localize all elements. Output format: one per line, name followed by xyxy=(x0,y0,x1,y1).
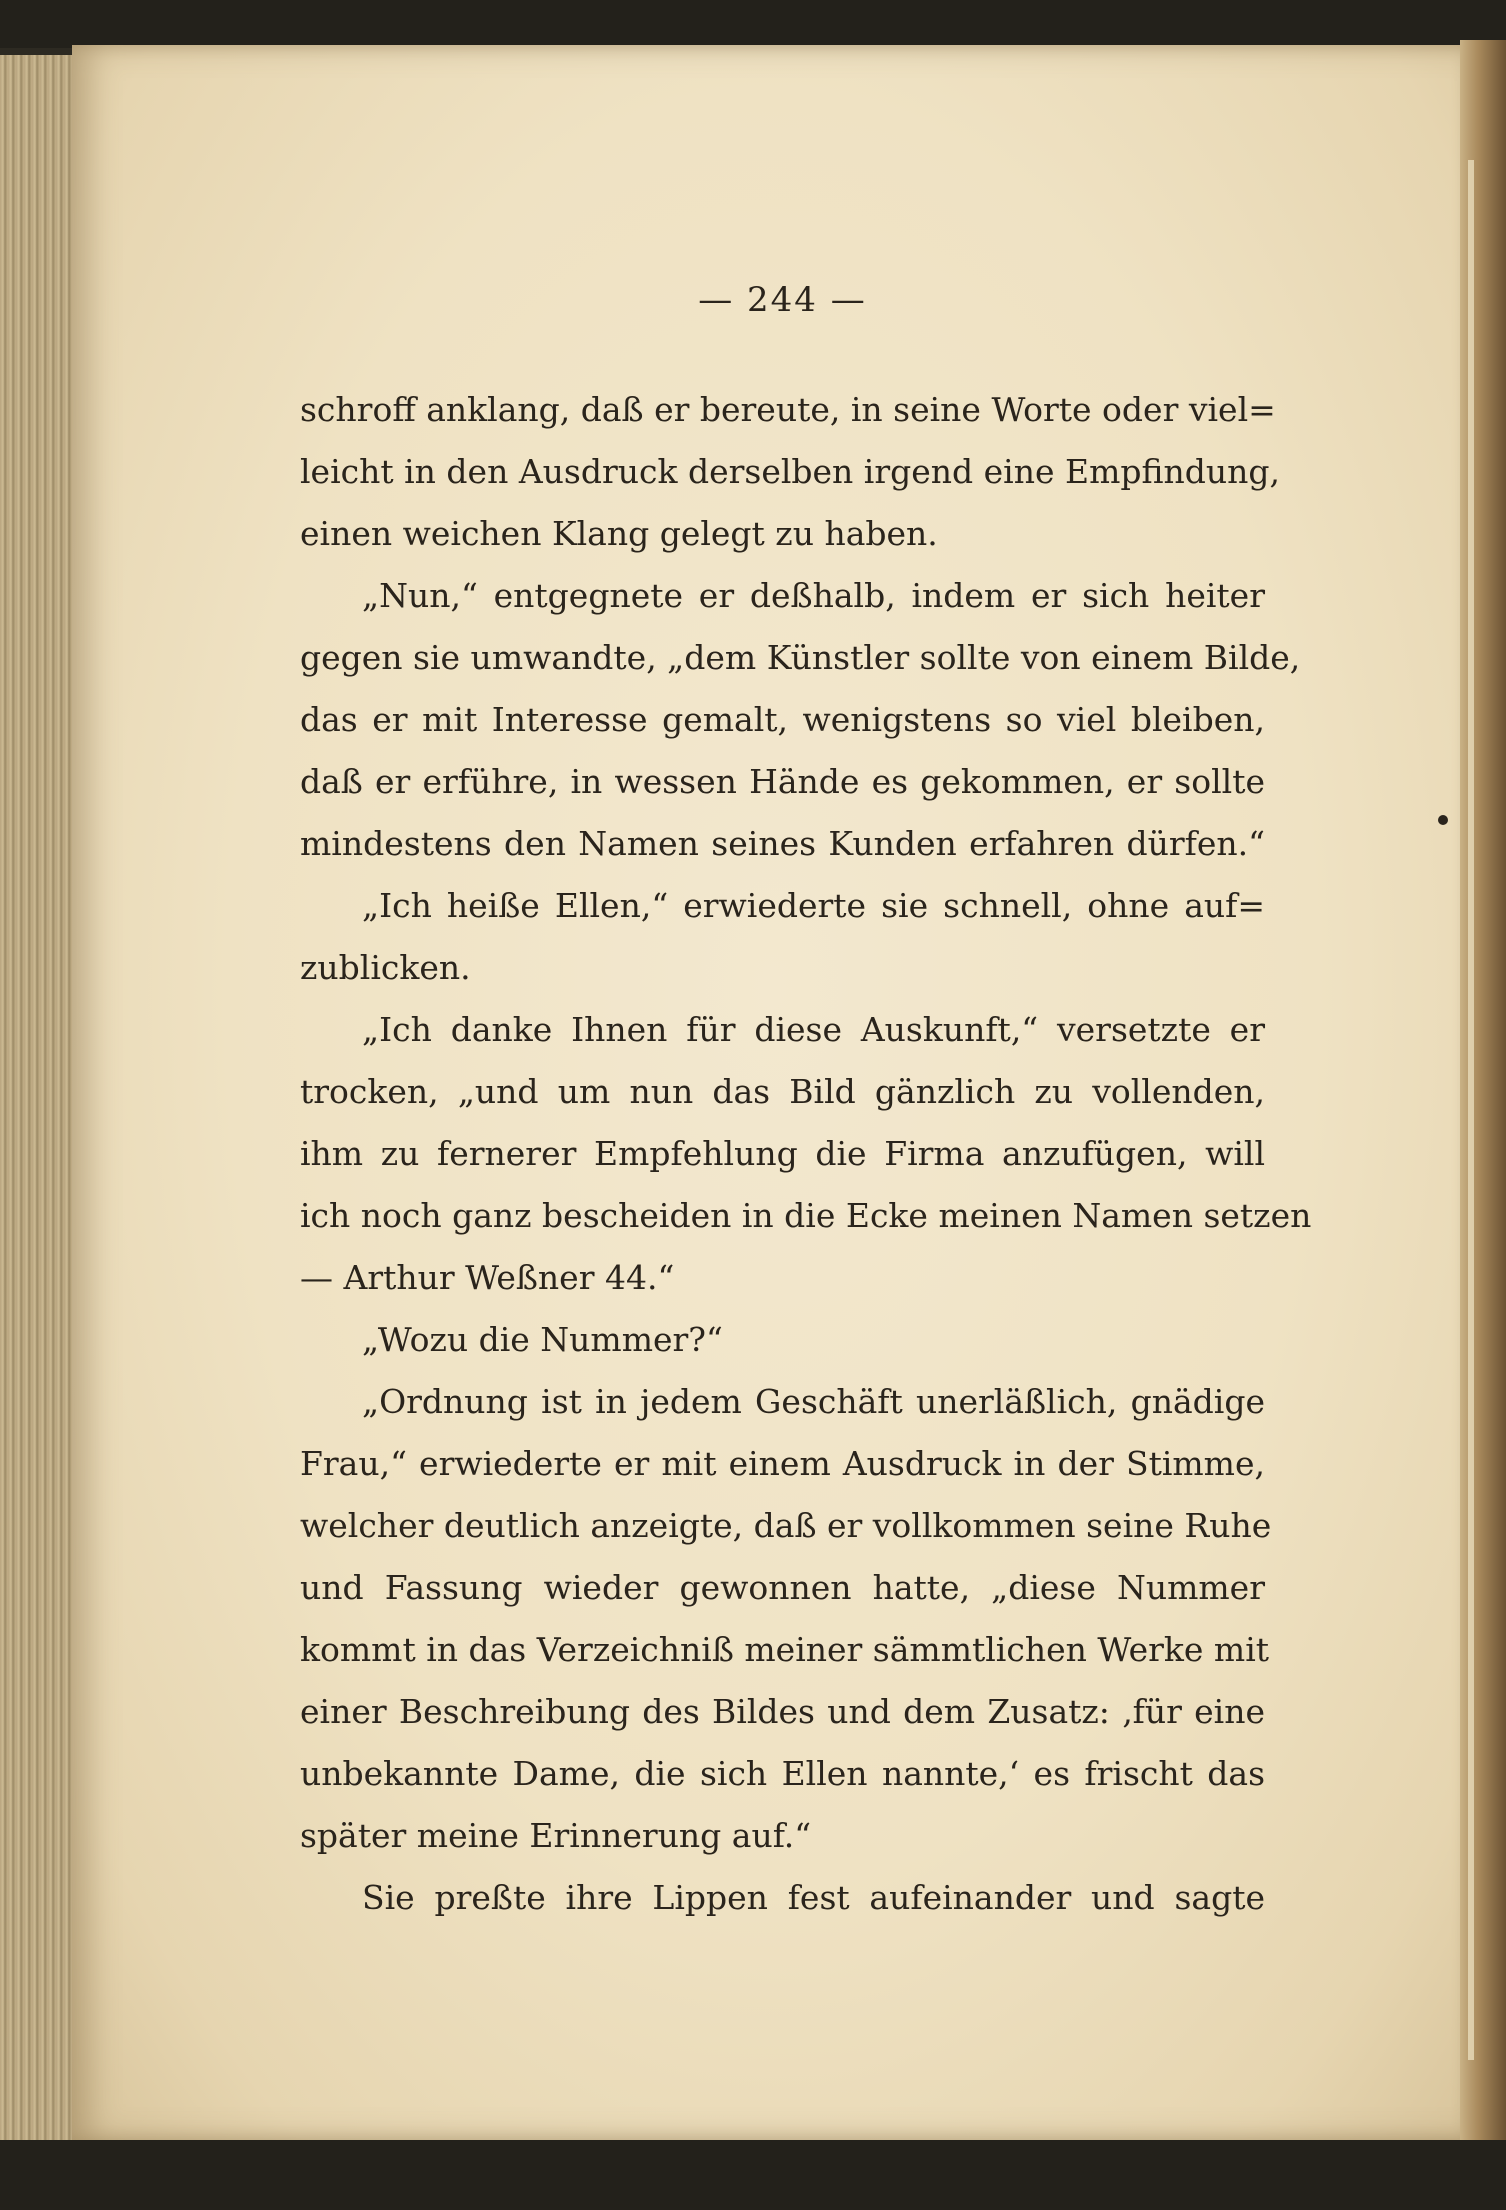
text-line: zublicken. xyxy=(300,948,471,987)
page-number: — 244 — xyxy=(698,280,867,320)
text-line: Frau,“ erwiederte er mit einem Ausdruck in der Stimme, xyxy=(300,1444,1265,1483)
text-line: später meine Erinnerung auf.“ xyxy=(300,1816,812,1855)
book-right-edge xyxy=(1460,40,1506,2160)
text-line: das er mit Interesse gemalt, wenigstens so viel bleiben, xyxy=(300,700,1265,739)
scan-top-border xyxy=(0,0,1506,48)
text-line: trocken, „und um nun das Bild gänzlich zu vollenden, xyxy=(300,1072,1265,1111)
text-line: Sie preßte ihre Lippen fest aufeinander und sagte xyxy=(362,1878,1265,1917)
text-line: — Arthur Weßner 44.“ xyxy=(300,1258,675,1297)
text-line: kommt in das Verzeichniß meiner sämmtlichen Werke mit xyxy=(300,1630,1270,1669)
page-edge-strip xyxy=(1468,160,1474,2060)
text-line: „Ich danke Ihnen für diese Auskunft,“ versetzte er xyxy=(362,1010,1265,1049)
text-line: mindestens den Namen seines Kunden erfahren dürfen.“ xyxy=(300,824,1265,863)
text-line: gegen sie umwandte, „dem Künstler sollte von einem Bilde, xyxy=(300,638,1301,677)
text-line: schroff anklang, daß er bereute, in seine Worte oder viel= xyxy=(300,390,1276,429)
text-line: einer Beschreibung des Bildes und dem Zusatz: ‚für eine xyxy=(300,1692,1265,1731)
text-line: daß er erführe, in wessen Hände es gekommen, er sollte xyxy=(300,762,1265,801)
text-line: „Ordnung ist in jedem Geschäft unerläßlich, gnädige xyxy=(362,1382,1265,1421)
scan-bottom-border xyxy=(0,2140,1506,2210)
text-line: „Wozu die Nummer?“ xyxy=(362,1320,723,1359)
text-line: ihm zu fernerer Empfehlung die Firma anzufügen, will xyxy=(300,1134,1265,1173)
text-line: „Ich heiße Ellen,“ erwiederte sie schnell, ohne auf= xyxy=(362,886,1265,925)
text-line: und Fassung wieder gewonnen hatte, „diese Nummer xyxy=(300,1568,1265,1607)
text-line: leicht in den Ausdruck derselben irgend eine Empfindung, xyxy=(300,452,1281,491)
text-line: welcher deutlich anzeigte, daß er vollkommen seine Ruhe xyxy=(300,1506,1272,1545)
text-line: unbekannte Dame, die sich Ellen nannte,‘ es frischt das xyxy=(300,1754,1265,1793)
ink-speck xyxy=(1438,815,1448,825)
text-line: einen weichen Klang gelegt zu haben. xyxy=(300,514,938,553)
page-stack-edge xyxy=(0,55,80,2155)
text-line: „Nun,“ entgegnete er deßhalb, indem er sich heiter xyxy=(362,576,1265,615)
text-line: ich noch ganz bescheiden in die Ecke meinen Namen setzen xyxy=(300,1196,1312,1235)
